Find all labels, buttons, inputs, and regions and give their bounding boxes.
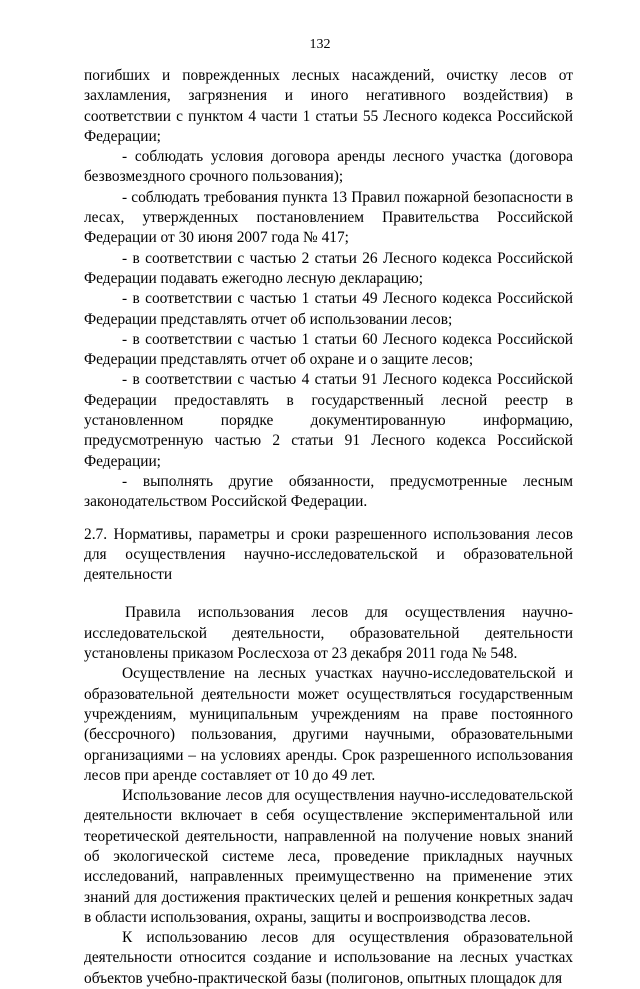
paragraph-implementation: Осуществление на лесных участках научно-исследовательской и образовательной деятельности может осуществляться государственным учреждениям, муниципальным учреждениям на праве постоянного (бессрочного) пользования, другими научными, образовательными организациями – на условиях аренды. Срок разрешенного использования лесов при аренде составляет от 10 до 49 лет. (84, 665, 573, 784)
paragraph-education-use: К использованию лесов для осуществления образовательной деятельности относится создание и использование на лесных участках объектов учебно-практической базы (полигонов, опытных площадок для (84, 929, 573, 987)
paragraph-continuation: погибших и поврежденных лесных насаждений, очистку лесов от захламления, загрязнения и иного негативного воздействия) в соответствии с пунктом 4 части 1 статьи 55 Лесного кодекса Российской Федерации; (84, 67, 573, 145)
list-item-forest-registry: - в соответствии с частью 4 статьи 91 Лесного кодекса Российской Федерации предоставлять в государственный лесной реестр в установленном порядке документированную информацию, предусмотренную частью 2 статьи 91 Лесного кодекса Российской Федерации; (84, 371, 573, 470)
list-item-forest-declaration: - в соответствии с частью 2 статьи 26 Лесного кодекса Российской Федерации подавать ежегодно лесную декларацию; (84, 249, 573, 287)
paragraph-rules: Правила использования лесов для осуществления научно-исследовательской деятельности, образовательной деятельности установлены приказом Рослесхоза от 23 декабря 2011 года № 548. (84, 604, 573, 663)
list-item-usage-report: - в соответствии с частью 1 статьи 49 Лесного кодекса Российской Федерации представлять отчет об использовании лесов; (84, 290, 573, 328)
list-item-fire-safety: - соблюдать требования пункта 13 Правил пожарной безопасности в лесах, утвержденных постановлением Правительства Российской Федерации от 30 июня 2007 года № 417; (84, 188, 573, 247)
paragraph-research-use: Использование лесов для осуществления научно-исследовательской деятельности включает в себя осуществление экспериментальной или теоретической деятельности, направленной на получение новых знаний об экологической системе леса, проведение прикладных научных исследований, направленных преимущественно на применение этих знаний для достижения практических целей и решения конкретных задач в области использования, охраны, защиты и воспроизводства лесов. (84, 787, 573, 926)
document-body (84, 66, 573, 989)
list-item-lease-terms: - соблюдать условия договора аренды лесного участка (договора безвозмездного срочного пользования); (84, 148, 573, 186)
list-item-other-duties: - выполнять другие обязанности, предусмотренные лесным законодательством Российской Федерации. (84, 472, 573, 511)
spacer (84, 585, 573, 603)
list-item-protection-report: - в соответствии с частью 1 статьи 60 Лесного кодекса Российской Федерации представлять отчет об охране и о защите лесов; (84, 330, 573, 369)
section-heading: 2.7. Нормативы, параметры и сроки разрешенного использования лесов для осуществления научно-исследовательской и образовательной деятельности (84, 525, 573, 584)
page-number: 132 (309, 37, 331, 52)
